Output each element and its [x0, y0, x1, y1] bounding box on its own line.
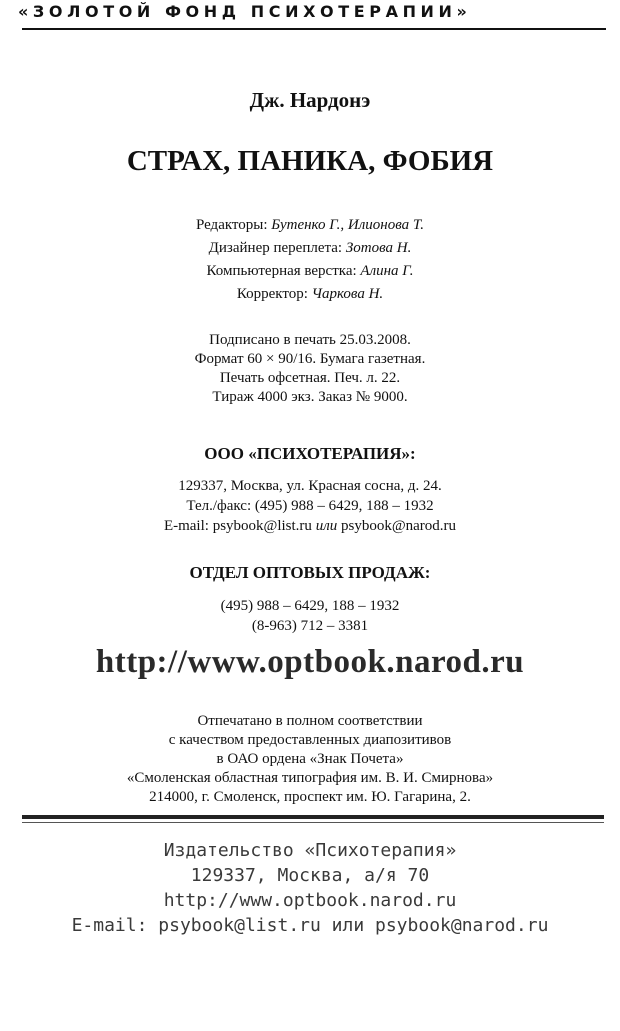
sales-contacts [0, 596, 620, 636]
sales-phone-2: (8-963) 712 – 3381 [251, 618, 369, 634]
credit-line-layout [0, 260, 620, 283]
email-label: E-mail: [163, 518, 209, 534]
footer-line: Издательство «Психотерапия» [163, 840, 457, 861]
printed-line: Отпечатано в полном соответствии [197, 713, 423, 729]
credit-line-cover-designer [0, 237, 620, 260]
printed-line: с качеством предоставленных диапозитивов [168, 732, 452, 748]
credit-names: Зотова Н. [345, 240, 412, 256]
series-header-rule [22, 28, 606, 30]
email-or: или [315, 518, 338, 534]
printing-line: Формат 60 × 90/16. Бумага газетная. [194, 351, 426, 367]
credit-role: Редакторы: [195, 217, 268, 233]
credit-line-proofreader [0, 283, 620, 306]
footer-divider-thin [22, 822, 604, 823]
publisher-phone: Тел./факс: (495) 988 – 6429, 188 – 1932 [186, 498, 434, 514]
printed-by-block [0, 712, 620, 807]
book-title: СТРАХ, ПАНИКА, ФОБИЯ [126, 145, 494, 177]
author-name: Дж. Нардонэ [249, 88, 371, 112]
printing-info [0, 331, 620, 407]
printing-line: Печать офсетная. Печ. л. 22. [219, 370, 401, 386]
credit-role: Дизайнер переплета: [208, 240, 343, 256]
publisher-name: ООО «ПСИХОТЕРАПИЯ»: [204, 444, 416, 463]
website-url[interactable]: http://www.optbook.narod.ru [95, 644, 525, 680]
credit-role: Корректор: [236, 286, 308, 302]
printed-line: в ОАО ордена «Знак Почета» [216, 751, 404, 767]
printing-line: Подписано в печать 25.03.2008. [209, 332, 411, 348]
footer-stamp [0, 838, 620, 938]
credits-block [0, 214, 620, 306]
publisher-contacts [0, 476, 620, 536]
credit-names: Чаркова Н. [311, 286, 384, 302]
footer-divider [22, 815, 604, 819]
email-link-2[interactable]: psybook@narod.ru [340, 518, 457, 534]
sales-phone-1: (495) 988 – 6429, 188 – 1932 [220, 598, 400, 614]
series-header: «ЗОЛОТОЙ ФОНД ПСИХОТЕРАПИИ» [18, 2, 472, 21]
footer-line: E-mail: psybook@list.ru или psybook@narod.ru [71, 915, 549, 936]
publisher-address: 129337, Москва, ул. Красная сосна, д. 24. [178, 478, 442, 494]
credit-names: Бутенко Г., Илионова Т. [271, 217, 425, 233]
printing-line: Тираж 4000 экз. Заказ № 9000. [212, 389, 408, 405]
credit-role: Компьютерная верстка: [206, 263, 357, 279]
footer-line: 129337, Москва, а/я 70 [190, 865, 430, 886]
credit-names: Алина Г. [360, 263, 414, 279]
footer-line: http://www.optbook.narod.ru [163, 890, 457, 911]
publisher-email-line [0, 516, 620, 536]
credit-line-editors [0, 214, 620, 237]
printed-line: «Смоленская областная типография им. В. И. Смирнова» [126, 770, 494, 786]
sales-title: ОТДЕЛ ОПТОВЫХ ПРОДАЖ: [189, 563, 431, 582]
printed-line: 214000, г. Смоленск, проспект им. Ю. Гагарина, 2. [149, 789, 471, 805]
email-link-1[interactable]: psybook@list.ru [212, 518, 312, 534]
